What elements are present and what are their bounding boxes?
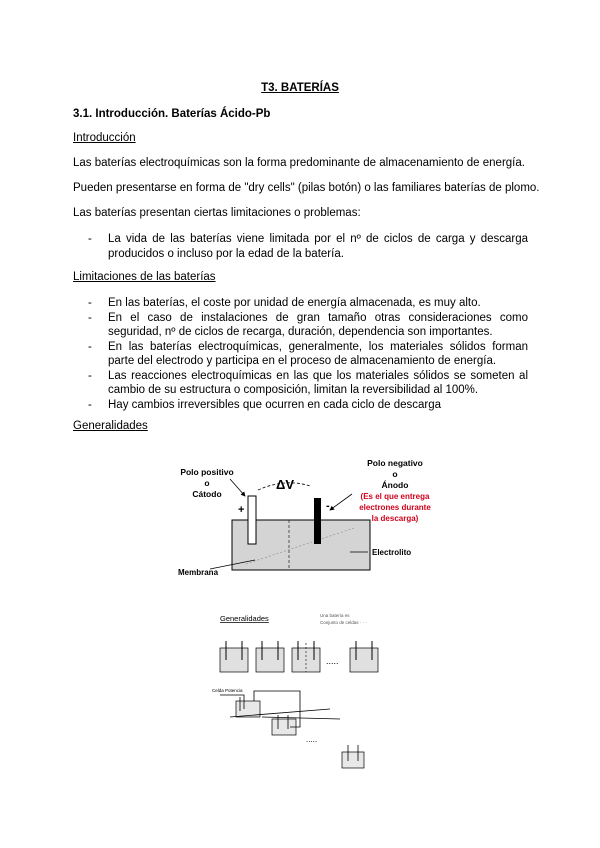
anode-note-2: electrones durante	[359, 503, 431, 512]
intro-paragraph-2: Pueden presentarse en forma de "dry cells" (pilas botón) o las familiares baterías de plomo.	[73, 182, 540, 194]
page-title: T3. BATERÍAS	[261, 82, 339, 94]
positive-pole-label: Polo positivo	[180, 467, 234, 477]
sketch-note-2: Conjunto de celdas · · ·	[320, 620, 367, 625]
sketch-heading: Generalidades	[220, 614, 269, 623]
section-heading: 3.1. Introducción. Baterías Ácido-Pb	[73, 108, 271, 120]
cathode-label: Cátodo	[192, 489, 222, 499]
anode-label: Ánodo	[381, 480, 409, 490]
limitations-bullet-list	[88, 296, 528, 412]
electrolyte-label: Electrolito	[372, 548, 412, 557]
positive-electrode	[248, 496, 256, 544]
battery-diagram	[170, 452, 440, 587]
list-item: - Hay cambios irreversibles que ocurren en cada ciclo de descarga	[88, 398, 528, 413]
intro-bullet-list	[88, 232, 528, 261]
minus-sign: -	[326, 500, 330, 512]
cells-sketch	[210, 605, 410, 775]
generalities-heading: Generalidades	[73, 420, 148, 432]
delta-v-label: ΔV	[275, 477, 295, 492]
intro-paragraph-3: Las baterías presentan ciertas limitaciones o problemas:	[73, 207, 361, 219]
membrane-label: Membrana	[178, 568, 219, 577]
negative-electrode	[314, 498, 321, 544]
anode-note-3: la descarga)	[371, 514, 419, 523]
negative-pole-or: o	[392, 469, 398, 479]
list-item: - En las baterías, el coste por unidad de energía almacenada, es muy alto.	[88, 296, 528, 311]
sketch-note-1: Una batería es	[320, 613, 350, 618]
list-item: - La vida de las baterías viene limitada por el nº de ciclos de carga y descarga producidos o incluso por la edad de la batería.	[88, 232, 528, 261]
negative-pole-label: Polo negativo	[367, 458, 423, 468]
sketch-small-label: Celda Potencia	[212, 688, 243, 693]
sketch-dots-1: .....	[326, 656, 339, 666]
list-item: - En las baterías electroquímicas, generalmente, los materiales sólidos forman parte del electrodo y participa en el proceso de almacenamiento de energía.	[88, 340, 528, 369]
limitations-heading: Limitaciones de las baterías	[73, 271, 216, 283]
list-item: - Las reacciones electroquímicas en las que los materiales sólidos se someten al cambio de su estructura o composición, limitan la reversibilidad al 100%.	[88, 369, 528, 398]
list-item: - En el caso de instalaciones de gran tamaño otras consideraciones como seguridad, nº de ciclos de recarga, duración, dependencia son importantes.	[88, 311, 528, 340]
anode-note-1: (Es el que entrega	[360, 492, 430, 501]
positive-pole-or: o	[204, 478, 210, 488]
intro-heading: Introducción	[73, 132, 136, 144]
intro-paragraph-1: Las baterías electroquímicas son la forma predominante de almacenamiento de energía.	[73, 157, 525, 169]
plus-sign: +	[238, 504, 245, 516]
sketch-dots-2: .....	[306, 735, 318, 744]
